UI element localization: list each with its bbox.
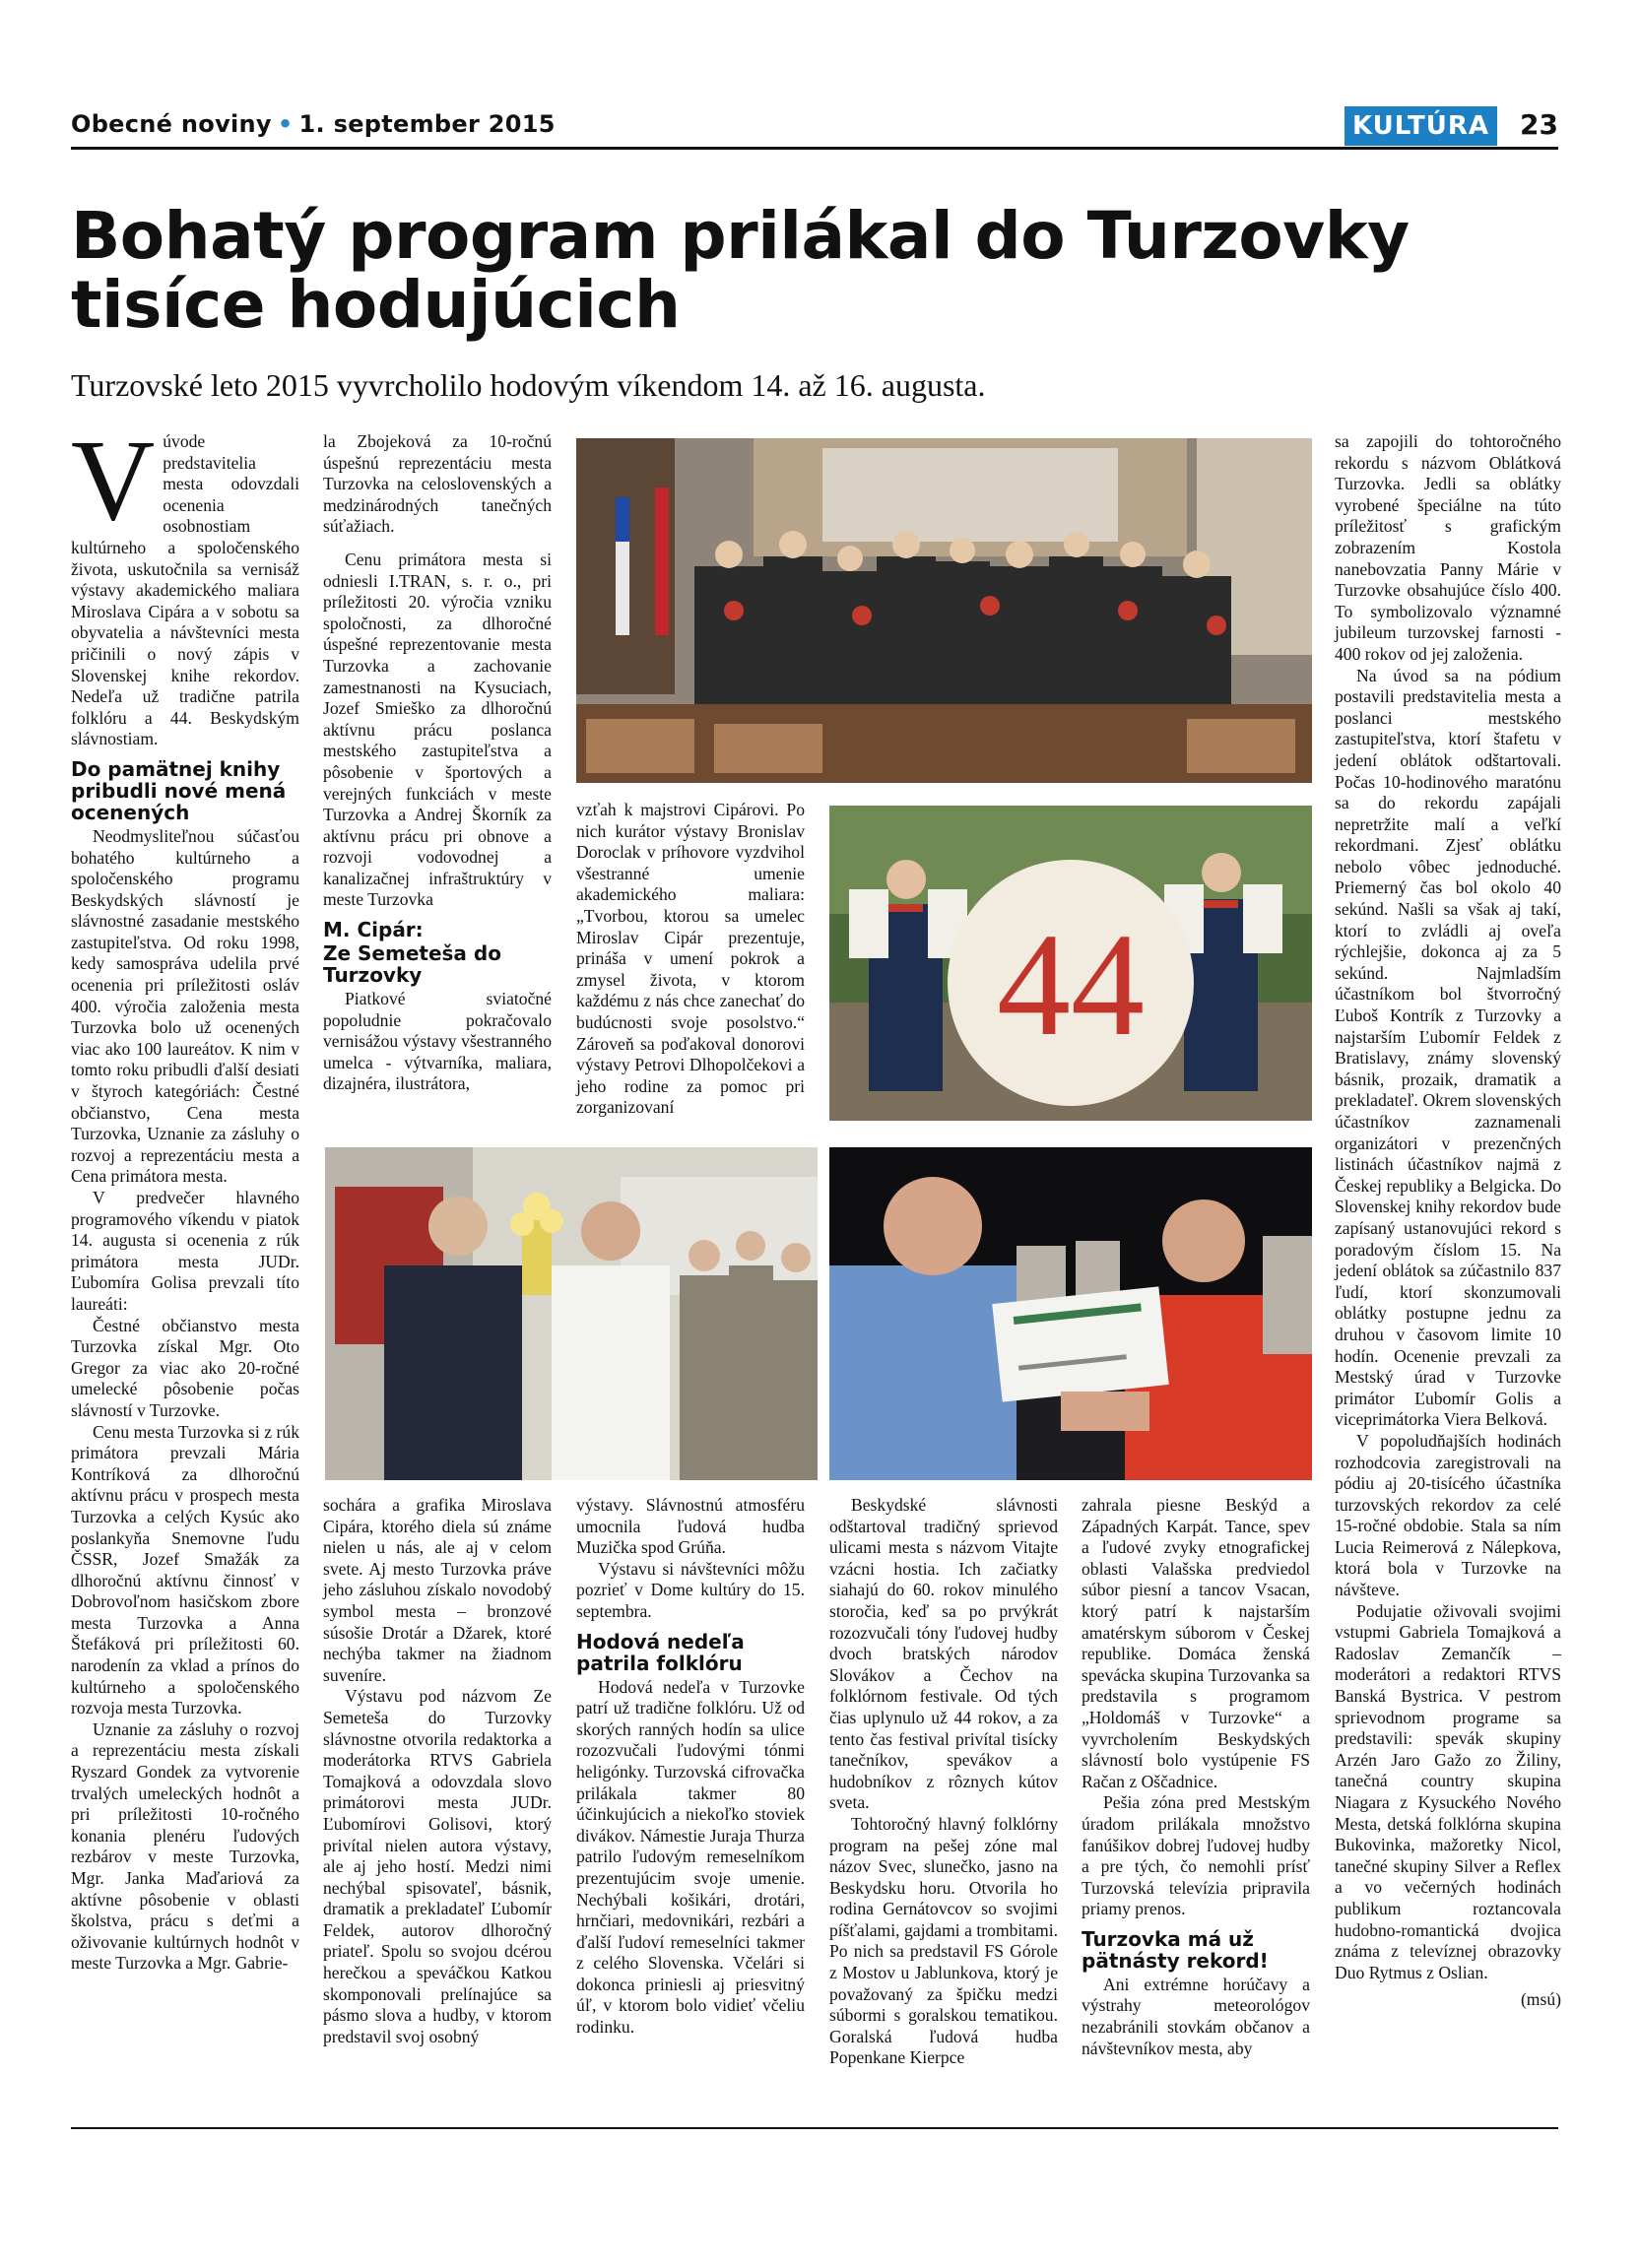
paragraph: Podujatie oživovali svojimi vstupmi Gabriela Tomajková a Radoslav Zemančík – moderátori a redaktori RTVS Banská Bystrica. V pestrom sprievodnom programe sa predstavili: spevák skupiny Arzén Jaro Gažo zo Žiliny, tanečná country skupina Niagara z Kysuckého Nového Mesta, detská folklórna skupina Bukovinka, mažoretky Nicol, tanečné skupiny Silver a Reflex a vo večerných hodinách publikum roztancovala hudobno-romantická dvojica známa z televíznej obrazovky Duo Rytmus z Oslian. xyxy=(1335,1600,1561,1982)
footer-rule xyxy=(71,2127,1558,2129)
issue-date: 1. september 2015 xyxy=(298,110,556,138)
subheading-cipar-name: M. Cipár: xyxy=(323,918,424,942)
paragraph: výstavy. Slávnostnú atmosféru umocnila ľudová hudba Muzička spod Grúňa. xyxy=(576,1495,805,1558)
paragraph: Cenu mesta Turzovka si z rúk primátora prevzali Mária Kontríková za dlhoročnú aktívnu prácu v prospech mesta Turzovka a celých Kysúc ako poslankyňa Snemovne ľudu ČSSR, Jozef Smažák za dlhoročnú aktívnu činnosť v Dobrovoľnom hasičskom zbore mesta Turzovka a Anna Štefáková pri príležitosti 60. narodenín za vklad a prínos do kultúrneho a spoločenského rozvoja mesta Turzovka. xyxy=(71,1421,299,1718)
column-3-lower xyxy=(576,1495,805,2039)
folk-festival-image xyxy=(829,806,1312,1121)
publication-line xyxy=(71,110,556,138)
column-4 xyxy=(1335,431,1561,2011)
subheading-record: Turzovka má už pätnásty rekord! xyxy=(1082,1926,1269,1973)
paragraph: Hodová nedeľa v Turzovke patrí už tradične folklóru. Už od skorých ranných hodín sa ulice rozozvučali ľudovými tónmi heligónky. Turzovská cifrovačka prilákala takmer 80 účinkujúcich a niekoľko stoviek divákov. Námestie Juraja Thurza patrilo ľudovým remeselníkom prezentujúcim svoje umenie. Nechýbali košikári, drotári, hrnčiari, medovnikári, rezbári a ďalší ľudoví remeselníci takmer z celého Slovenska. Včelári si dokonca priniesli aj priesvitný úľ, v ktorom bolo vidieť včeliu rodinku. xyxy=(576,1676,805,2038)
paragraph: Uznanie za zásluhy o rozvoj a reprezentáciu mesta získali Ryszard Gondek za vytvorenie trvalých umeleckých hodnôt a pri príležitosti 10-ročného konania plenéru ľudových rezbárov v meste Turzovka, Mgr. Janka Maďariová za aktívne pôsobenie v oblasti školstva, prácu s deťmi a oživovanie kultúrnych hodnôt v meste Turzovka a Mgr. Gabrie- xyxy=(71,1718,299,1974)
page-number: 23 xyxy=(1520,108,1558,141)
paragraph: Cenu primátora mesta si odniesli I.TRAN, s. r. o., pri príležitosti 20. výročia vzniku spoločnosti, za dlhoročné úspešné reprezentovanie mesta Turzovka a zachovanie zamestnanosti na Kysuciach, Jozef Smieško za dlhoročnú aktívnu prácu poslanca mestského zastupiteľstva a pôsobenie v športových a verejných funkciách v meste Turzovka a Andrej Škorník za aktívnu prácu pri obnove a rozvoji vodovodnej a kanalizačnej infraštruktúry v meste Turzovka xyxy=(323,549,552,910)
paragraph: V popoludňajších hodinách rozhodcovia zaregistrovali na pódiu aj 20-tisícého účastníka turzovských rekordov za celé 15-ročné obdobie. Stala sa ním Lucia Reimerová z Nálepkova, ktorá bola v Turzovke na návšteve. xyxy=(1335,1430,1561,1600)
paragraph: V predvečer hlavného programového víkendu v piatok 14. augusta si ocenenia z rúk primátora mesta JUDr. Ľubomíra Golisa prevzali títo laureáti: xyxy=(71,1188,299,1314)
column-2-lower xyxy=(323,1495,552,2047)
paragraph: sochára a grafika Miroslava Cipára, ktorého diela sú známe nielen u nás, ale aj v celom svete. Aj mesto Turzovka práve jeho zásluhou získalo novodobý symbol mesta – bronzové súsošie Drotár a Džarek, ktoré nechýba takmer na žiadnom suveníre. xyxy=(323,1495,552,1685)
drop-cap: V xyxy=(71,416,156,545)
paragraph: Beskydské slávnosti odštartoval tradičný sprievod ulicami mesta s názvom Vitajte vzácni hostia. Ich začiatky siahajú do 60. rokov minulého storočia, keď sa po prvýkrát rozozvučali tóny ľudovej hudby dvoch bratských národov Slovákov a Čechov na folklórnom festivale. Od tých čias uplynulo už 44 rokov, a za tento čas festival privítal tisícky tanečníkov, spevákov a hudobníkov z rôznych kútov sveta. xyxy=(829,1495,1058,1813)
paragraph: sa zapojili do tohtoročného rekordu s názvom Oblátková Turzovka. Jedli sa oblátky vyrobené špeciálne na túto príležitosť s grafickým zobrazením Kostola nanebovzatia Panny Márie v Turzovke obsahujúce číslo 400. To symbolizovalo významné jubileum turzovskej farnosti - 400 rokov od jej založenia. xyxy=(1335,431,1561,664)
column-1 xyxy=(71,416,299,1975)
festival-number: 44 xyxy=(997,903,1145,1067)
handshake-photo xyxy=(325,1147,818,1480)
paragraph: Tohtoročný hlavný folklórny program na pešej zóne mal názov Svec, slunečko, jasno na Beskydsku horu. Otvorila ho rodina Gernátovcov so svojimi píšťalami, gajdami a trombitami. Po nich sa predstavil FS Górole z Mostov u Jablunkova, ktorý je považovaný za špičku medzi súbormi s goralskou tematikou. Goralská ľudová hudba Popenkane Kierpce xyxy=(829,1813,1058,2068)
column-3-upper xyxy=(576,800,805,1119)
paragraph: Čestné občianstvo mesta Turzovka získal Mgr. Oto Gregor za viac ako 20-ročné umelecké pôsobenie počas slávností v Turzovke. xyxy=(71,1315,299,1420)
paragraph: Piatkové sviatočné popoludnie pokračovalo vernisážou výstavy všestranného umelca - výtvarníka, maliara, dizajnéra, ilustrátora, xyxy=(323,989,552,1094)
paragraph: vzťah k majstrovi Cipárovi. Po nich kurátor výstavy Bronislav Doroclak v príhovore vyzdvihol všestranné umenie akademického maliara: „Tvorbou, ktorou sa umelec Miroslav Cipár prezentuje, prináša v umení pokrok a zmysel života, v ktorom každému z nás chce zanechať do budúcnosti svoje posolstvo.“ Zároveň sa poďakoval donorovi výstavy Petrovi Dlhopolčekovi a jeho rodine za pomoc pri zorganizovaní xyxy=(576,800,805,1118)
bullet-separator: • xyxy=(277,110,294,138)
award-group-photo xyxy=(576,438,1312,783)
subheading-cipar-exhibition: Ze Semeteša do Turzovky xyxy=(323,941,501,988)
folk-festival-photo xyxy=(829,806,1312,1121)
paragraph: Na úvod sa na pódium postavili predstavitelia mesta a poslanci mestského zastupiteľstva, ktorí štafetu v jedení oblátok odštartovali. Počas 10-hodinového maratónu sa do rekordu zapájali nepretržite malí a veľkí rekordmani. Zjesť oblátku nebolo vôbec jednoduché. Priemerný čas bol okolo 40 sekúnd. Našli sa však aj takí, ktorí to zvládli aj oveľa rýchlejšie, dokonca aj za 5 sekúnd. Najmladším účastníkom bol štvorročný Ľuboš Kontrík z Turzovky a najstarším Ľubomír Feldek z Bratislavy, známy slovenský básnik, prozaik, dramatik a prekladateľ. Okrem slovenských účastníkov zaznamenali organizátori v prezenčných listinách účastníkov najmä z Českej republiky a Belgicka. Do Slovenskej knihy rekordov bude zapísaný ustanovujúci rekord s poradovým číslom 15. Na jedení oblátok sa zúčastnilo 837 ľudí, ktorí skonzumovali oblátky postupne jednu za druhou v časovom limite 10 hodín. Ocenenie prevzali za Mestský úrad v Turzovke primátor Ľubomír Golis a viceprimátorka Viera Belková. xyxy=(1335,665,1561,1430)
article-subtitle: Turzovské leto 2015 vyvrcholilo hodovým víkendom 14. až 16. augusta. xyxy=(71,367,986,403)
paragraph: Ani extrémne horúčavy a výstrahy meteorológov nezabránili stovkám občanov a návštevníkov mesta, aby xyxy=(1082,1974,1310,2058)
lead-paragraph: úvode predstavitelia mesta odovzdali ocenenia osobnostiam kultúrneho a spoločenského života, uskutočnila sa vernisáž výstavy akademického maliara Miroslava Cipára a v sobotu sa obyvatelia a návštevníci mesta pričinili o nový zápis v Slovenskej knihe rekordov. Nedeľa už tradične patrila folklóru a 44. Beskydským slávnostiam. xyxy=(71,431,299,749)
paragraph: Neodmysliteľnou súčasťou bohatého kultúrneho a spoločenského programu Beskydských slávností je slávnostné zasadanie mestského zastupiteľstva. Od roku 1998, kedy samospráva udelila prvé ocenenia pri príležitosti osláv 400. výročia založenia mesta Turzovka bolo už ocenených viac ako 100 laureátov. K nim v tomto roku pribudli ďalší desiati v štyroch kategóriách: Čestné občianstvo, Cena mesta Turzovka, Uznanie za zásluhy o rozvoj a reprezentáciu mesta a Cena primátora mesta. xyxy=(71,825,299,1187)
subheading-awards: Do pamätnej knihy pribudli nové mená ocenených xyxy=(71,756,287,824)
handshake-image xyxy=(325,1147,818,1480)
author-signature: (msú) xyxy=(1520,1989,1561,2010)
column-2-upper xyxy=(323,431,552,1095)
record-certificate-photo xyxy=(829,1147,1312,1480)
paragraph: zahrala piesne Beskýd a Západných Karpát. Tance, spev a ľudové zvyky etnografickej oblasti Valašska predviedol súbor piesní a tancov Vsacan, ktorý patrí k najstarším amatérskym súborom v Českej republike. Domáca ženská spevácka skupina Turzovanka sa predstavila s programom „Holdomáš v Turzovke“ a vyvrcholením Beskydských slávností bolo vystúpenie FS Račan z Oščadnice. xyxy=(1082,1495,1310,1791)
paragraph: Pešia zóna pred Mestským úradom prilákala množstvo fanúšikov dobrej ľudovej hudby a pre tých, čo nemohli prísť Turzovská televízia pripravila priamy prenos. xyxy=(1082,1792,1310,1919)
page-header xyxy=(71,106,1558,150)
record-certificate-image xyxy=(829,1147,1312,1480)
section-badge: KULTÚRA xyxy=(1345,106,1497,146)
column-4-lower xyxy=(829,1495,1058,2069)
column-5-lower xyxy=(1082,1495,1310,2059)
paragraph: Výstavu si návštevníci môžu pozrieť v Dome kultúry do 15. septembra. xyxy=(576,1558,805,1621)
article-title: Bohatý program prilákal do Turzovky tisíce hodujúcich xyxy=(71,198,1410,343)
publication-name: Obecné noviny xyxy=(71,110,272,138)
award-group-image xyxy=(576,438,1312,783)
paragraph: Výstavu pod názvom Ze Semeteša do Turzovky slávnostne otvorila redaktorka a moderátorka RTVS Gabriela Tomajková a odovzdala slovo primátorovi mesta JUDr. Ľubomírovi Golisovi, ktorý privítal nielen autora výstavy, ale aj jeho hostí. Medzi nimi nechýbal spisovateľ, básnik, dramatik a prekladateľ Ľubomír Feldek, autorov dlhoročný priateľ. Spolu so svojou dcérou herečkou a speváčkou Katkou skomponovali prelínajúce sa pásmo slova a hudby, v ktorom predstavil svoj osobný xyxy=(323,1686,552,2046)
subheading-folklore: Hodová nedeľa patrila folklóru xyxy=(576,1629,745,1675)
paragraph: la Zbojeková za 10-ročnú úspešnú reprezentáciu mesta Turzovka na celoslovenských a medzinárodných tanečných súťažiach. xyxy=(323,431,552,537)
